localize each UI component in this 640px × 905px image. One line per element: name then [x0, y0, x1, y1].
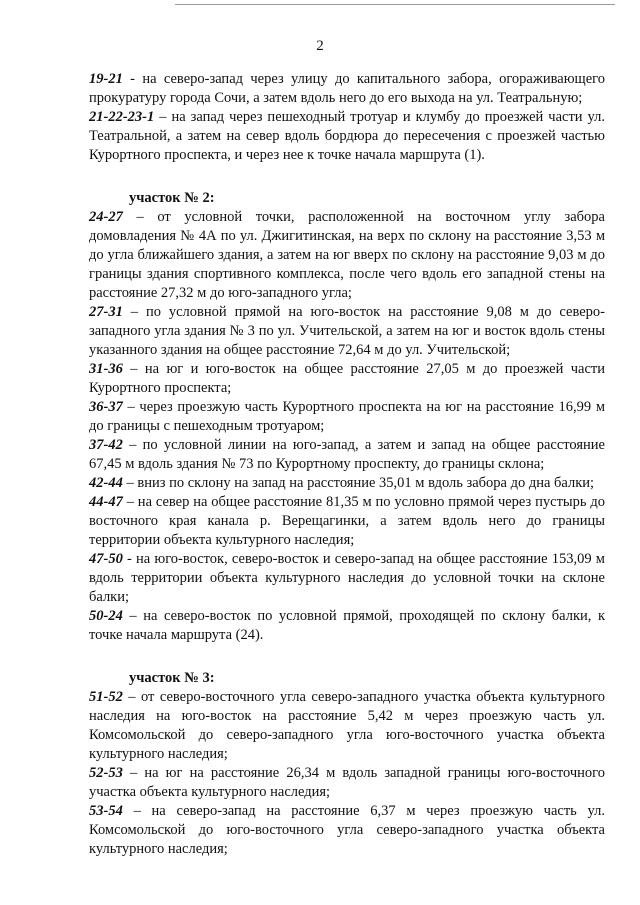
- route-segment-id: 52-53: [89, 765, 123, 781]
- route-item: [89, 493, 605, 550]
- route-segment-id: 44-47: [89, 494, 123, 510]
- route-item: [89, 474, 605, 493]
- route-description: – вниз по склону на запад на расстояние 35,01 м вдоль забора до дна балки;: [122, 475, 595, 491]
- route-description: – от условной точки, расположенной на восточном углу забора домовладения № 4А по ул. Джигитинская, на верх по склону на расстояние 3,53 м до угла ближайшего здания, а затем на юг вверх по склону на расстояние 9,03 м до границы здания спортивного комплекса, после чего вдоль его западной стены на расстояние 27,32 м до юго-западного угла;: [89, 209, 605, 301]
- section-title: участок № 2:: [129, 190, 215, 206]
- route-description: – на запад через пешеходный тротуар и клумбу до проезжей части ул. Театральной, а затем на север вдоль бордюра до пересечения с проезжей частью Курортного проспекта, и через нее к точке начала маршрута (1).: [89, 109, 605, 163]
- route-segment-id: 42-44: [89, 475, 123, 491]
- route-segment-id: 31-36: [89, 361, 123, 377]
- spacer: [89, 645, 605, 669]
- route-item: [89, 764, 605, 802]
- intro-block: [89, 70, 605, 165]
- section-plot-2: [89, 189, 605, 645]
- section-plot-3: [89, 669, 605, 859]
- route-segment-id: 47-50: [89, 551, 123, 567]
- route-segment-id: 24-27: [89, 209, 123, 225]
- route-segment-id: 50-24: [89, 608, 123, 624]
- route-segment-id: 53-54: [89, 803, 123, 819]
- route-segment-id: 21-22-23-1: [89, 109, 155, 125]
- route-item: [89, 208, 605, 303]
- route-item: [89, 70, 605, 108]
- route-segment-id: 19-21: [89, 71, 123, 87]
- route-segment-id: 27-31: [89, 304, 123, 320]
- route-item: [89, 436, 605, 474]
- route-description: - на юго-восток, северо-восток и северо-запад на общее расстояние 153,09 м вдоль территории объекта культурного наследия до условной точки на склоне балки;: [89, 551, 605, 605]
- document-body: [89, 70, 605, 859]
- route-item: [89, 550, 605, 607]
- route-item: [89, 398, 605, 436]
- route-segment-id: 36-37: [89, 399, 123, 415]
- route-item: [89, 108, 605, 165]
- route-segment-id: 51-52: [89, 689, 123, 705]
- route-item: [89, 802, 605, 859]
- route-description: – по условной прямой на юго-восток на расстояние 9,08 м до северо-западного угла здания № 3 по ул. Учительской, а затем на юг и восток вдоль стены указанного здания на общее расстояние 72,64 м до ул. Учительской;: [89, 304, 605, 358]
- route-description: - на северо-запад через улицу до капитального забора, огораживающего прокуратуру города Сочи, а затем вдоль него до его выхода на ул. Театральную;: [89, 71, 605, 106]
- route-item: [89, 688, 605, 764]
- route-item: [89, 303, 605, 360]
- route-description: – по условной линии на юго-запад, а затем и запад на общее расстояние 67,45 м вдоль здания № 73 по Курортному проспекту, до границы склона;: [89, 437, 605, 472]
- top-border-line: [175, 4, 615, 5]
- route-description: – на северо-запад на расстояние 6,37 м через проезжую часть ул. Комсомольской до юго-восточного угла северо-западного участка объекта культурного наследия;: [89, 803, 605, 857]
- route-description: – на юг и юго-восток на общее расстояние 27,05 м до проезжей части Курортного проспекта;: [89, 361, 605, 396]
- route-description: – на юг на расстояние 26,34 м вдоль западной границы юго-восточного участка объекта культурного наследия;: [89, 765, 605, 800]
- route-item: [89, 607, 605, 645]
- route-item: [89, 360, 605, 398]
- route-description: – на север на общее расстояние 81,35 м по условно прямой через пустырь до восточного края канала р. Верещагинки, а затем вдоль него до границы территории объекта культурного наследия;: [89, 494, 605, 548]
- route-description: – через проезжую часть Курортного проспекта на юг на расстояние 16,99 м до границы с пешеходным тротуаром;: [89, 399, 605, 434]
- route-description: – на северо-восток по условной прямой, проходящей по склону балки, к точке начала маршрута (24).: [89, 608, 605, 643]
- spacer: [89, 165, 605, 189]
- page-number: 2: [316, 38, 324, 54]
- route-description: – от северо-восточного угла северо-западного участка объекта культурного наследия на юго-восток на расстояние 5,42 м через проезжую часть ул. Комсомольской до северо-западного угла юго-восточного участка объекта культурного наследия;: [89, 689, 605, 762]
- route-segment-id: 37-42: [89, 437, 123, 453]
- section-title: участок № 3:: [129, 670, 215, 686]
